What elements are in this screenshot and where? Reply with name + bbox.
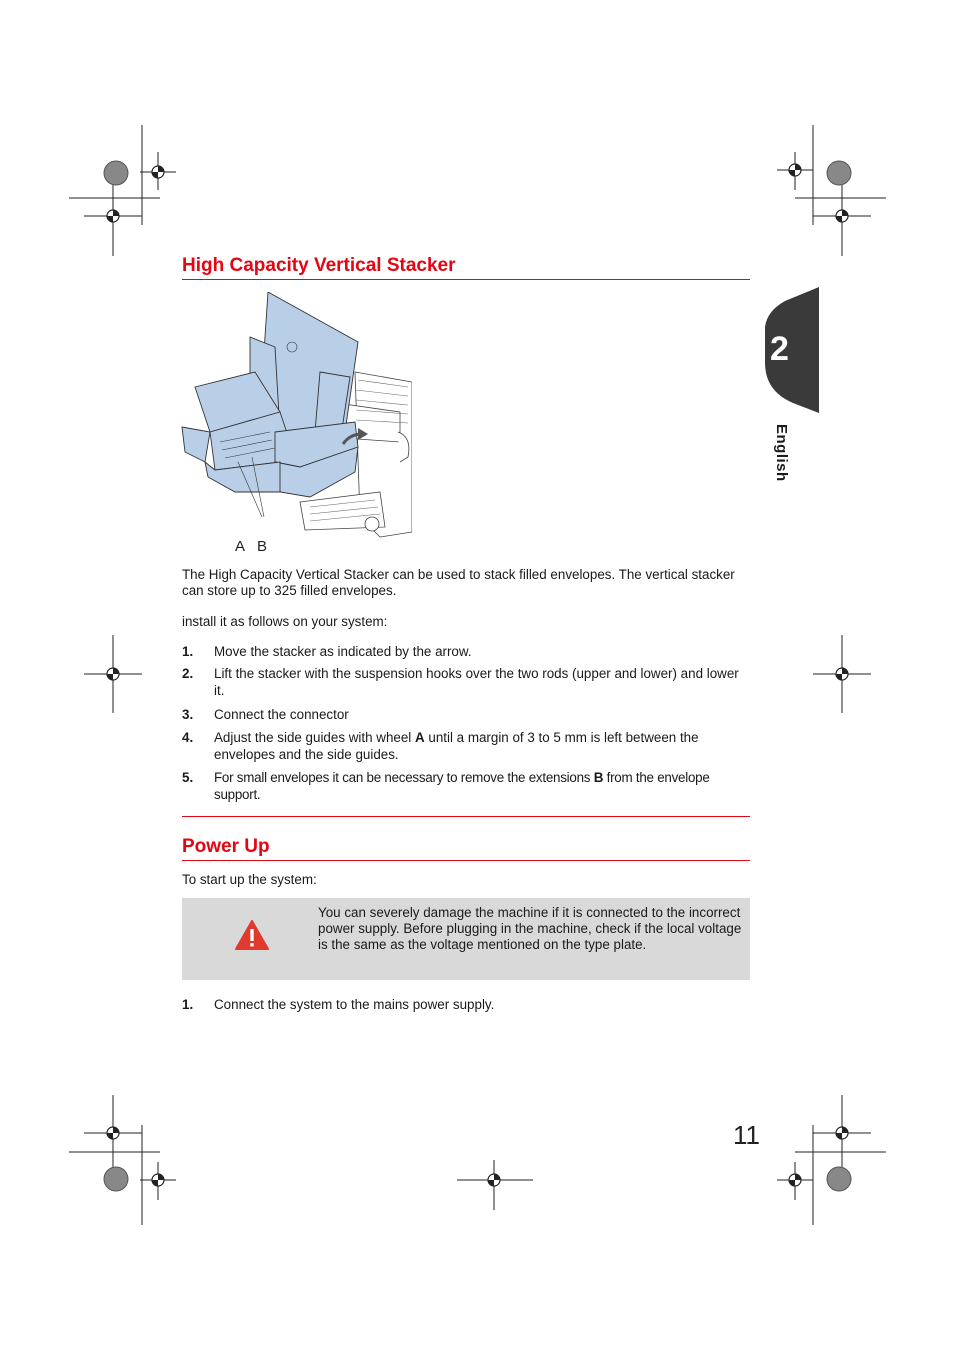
- list-item: 3. Connect the connector: [182, 707, 349, 722]
- figure-label-a: A: [235, 538, 246, 554]
- power-up-lead: To start up the system:: [182, 872, 317, 887]
- list-item: 1. Move the stacker as indicated by the arrow.: [182, 644, 472, 659]
- list-item: 5. For small envelopes it can be necessary to remove the extensions B from the envelope support.: [182, 770, 710, 802]
- install-lead: install it as follows on your system:: [182, 614, 388, 629]
- page-number: 11: [733, 1120, 760, 1150]
- warning-text: You can severely damage the machine if it is connected to the incorrect power supply. Before plugging in the machine, check if the local voltage is the same as the voltage mentioned on the type plate.: [318, 905, 742, 952]
- list-item: 1. Connect the system to the mains power supply.: [182, 997, 495, 1012]
- chapter-number: 2: [770, 330, 789, 368]
- stacker-intro: The High Capacity Vertical Stacker can be used to stack filled envelopes. The vertical stacker can store up to 325 filled envelopes.: [182, 567, 735, 598]
- section-title-stacker: High Capacity Vertical Stacker: [182, 255, 750, 280]
- list-item: 4. Adjust the side guides with wheel A until a margin of 3 to 5 mm is left between the envelopes and the side guides.: [182, 730, 699, 762]
- figure-label-b: B: [257, 538, 268, 554]
- section-divider: [182, 816, 750, 817]
- language-label: English: [773, 424, 790, 482]
- section-title-power-up: Power Up: [182, 836, 750, 861]
- list-item: 2. Lift the stacker with the suspension hooks over the two rods (upper and lower) and lower it.: [182, 666, 739, 698]
- warning-triangle-icon: [234, 919, 270, 951]
- warning-box: [182, 898, 750, 980]
- stacker-illustration: [180, 292, 412, 554]
